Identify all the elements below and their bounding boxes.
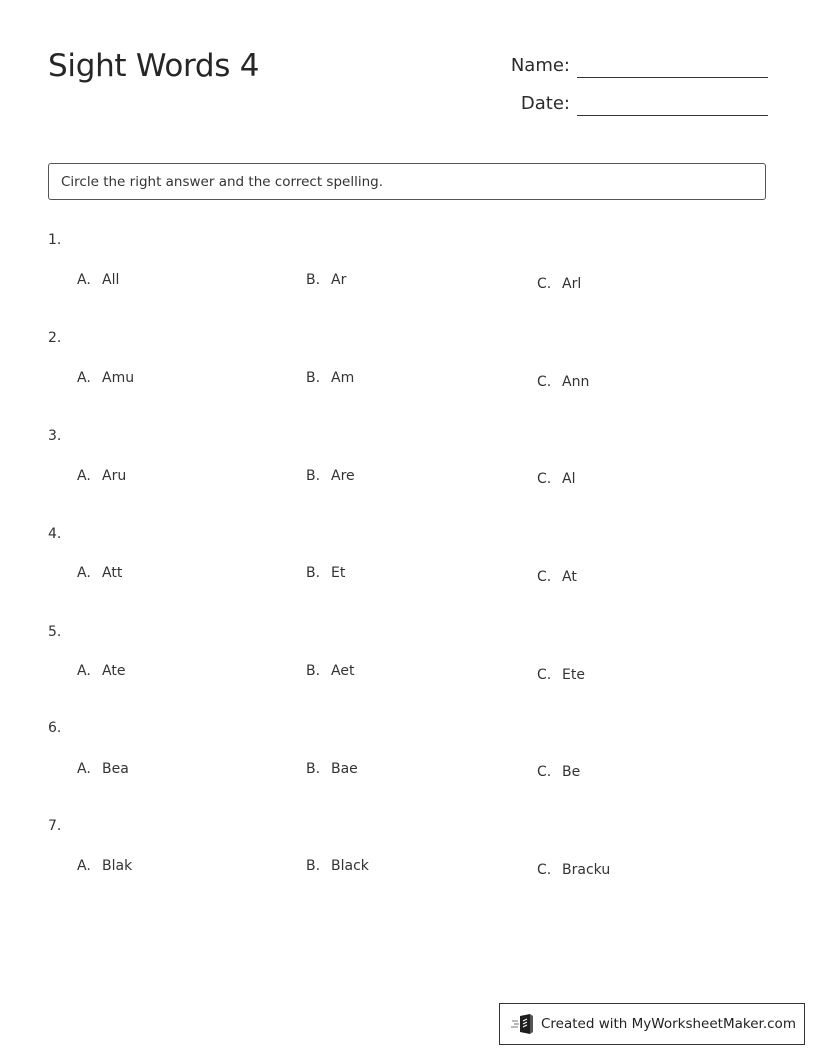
question-4 <box>48 526 768 606</box>
date-label: Date: <box>520 93 570 114</box>
option-a[interactable] <box>77 370 134 386</box>
option-a[interactable] <box>77 468 126 484</box>
date-input-line[interactable] <box>577 115 768 116</box>
option-text: Are <box>331 468 355 484</box>
option-letter: B. <box>306 272 321 288</box>
option-text: Be <box>562 764 581 780</box>
option-text: Black <box>331 858 369 874</box>
question-number: 1. <box>48 232 62 248</box>
option-letter: B. <box>306 858 321 874</box>
option-c[interactable] <box>537 667 585 683</box>
option-text: Bracku <box>562 862 611 878</box>
option-c[interactable] <box>537 862 610 878</box>
option-a[interactable] <box>77 761 129 777</box>
option-text: At <box>562 569 577 585</box>
option-text: All <box>102 272 120 288</box>
option-c[interactable] <box>537 569 577 585</box>
option-letter: C. <box>537 471 552 487</box>
option-text: Al <box>562 471 576 487</box>
question-5 <box>48 624 768 704</box>
page-title: Sight Words 4 <box>48 48 260 84</box>
option-c[interactable] <box>537 764 580 780</box>
option-text: Att <box>102 565 123 581</box>
option-text: Blak <box>102 858 133 874</box>
option-b[interactable] <box>306 761 358 777</box>
option-letter: A. <box>77 663 91 679</box>
option-b[interactable] <box>306 370 354 386</box>
option-letter: A. <box>77 468 91 484</box>
option-text: Am <box>331 370 355 386</box>
option-a[interactable] <box>77 663 125 679</box>
option-letter: B. <box>306 663 321 679</box>
option-text: Ate <box>102 663 126 679</box>
option-b[interactable] <box>306 565 345 581</box>
option-letter: A. <box>77 565 91 581</box>
option-c[interactable] <box>537 374 589 390</box>
option-text: Et <box>331 565 346 581</box>
name-label: Name: <box>510 55 570 76</box>
option-letter: B. <box>306 565 321 581</box>
question-number: 4. <box>48 526 62 542</box>
option-letter: A. <box>77 272 91 288</box>
option-text: Bea <box>102 761 129 777</box>
name-field[interactable] <box>500 48 768 78</box>
option-letter: C. <box>537 276 552 292</box>
option-a[interactable] <box>77 858 132 874</box>
option-text: Aet <box>331 663 355 679</box>
option-b[interactable] <box>306 272 346 288</box>
question-2 <box>48 330 768 410</box>
option-text: Ar <box>331 272 347 288</box>
option-a[interactable] <box>77 272 119 288</box>
date-field[interactable] <box>500 86 768 116</box>
option-letter: A. <box>77 761 91 777</box>
question-3 <box>48 428 768 508</box>
option-text: Ete <box>562 667 585 683</box>
option-b[interactable] <box>306 468 355 484</box>
question-number: 3. <box>48 428 62 444</box>
question-6 <box>48 720 768 800</box>
question-7 <box>48 818 768 898</box>
option-text: Ann <box>562 374 590 390</box>
option-a[interactable] <box>77 565 122 581</box>
option-letter: B. <box>306 761 321 777</box>
option-text: Aru <box>102 468 127 484</box>
question-number: 5. <box>48 624 62 640</box>
option-letter: A. <box>77 370 91 386</box>
option-letter: B. <box>306 468 321 484</box>
footer-badge[interactable] <box>499 1003 805 1045</box>
option-text: Amu <box>102 370 135 386</box>
option-letter: C. <box>537 569 552 585</box>
option-text: Arl <box>562 276 582 292</box>
question-number: 7. <box>48 818 62 834</box>
option-letter: C. <box>537 374 552 390</box>
question-number: 2. <box>48 330 62 346</box>
question-number: 6. <box>48 720 62 736</box>
instructions-text: Circle the right answer and the correct spelling. <box>61 174 383 190</box>
option-letter: B. <box>306 370 321 386</box>
option-c[interactable] <box>537 471 575 487</box>
name-input-line[interactable] <box>577 77 768 78</box>
question-1 <box>48 232 768 312</box>
worksheet-logo-icon <box>511 1013 537 1035</box>
option-letter: C. <box>537 667 552 683</box>
option-letter: C. <box>537 764 552 780</box>
option-c[interactable] <box>537 276 581 292</box>
footer-text: Created with MyWorksheetMaker.com <box>541 1016 796 1032</box>
option-text: Bae <box>331 761 358 777</box>
option-letter: A. <box>77 858 91 874</box>
instructions-box <box>48 163 766 200</box>
option-letter: C. <box>537 862 552 878</box>
option-b[interactable] <box>306 663 354 679</box>
option-b[interactable] <box>306 858 369 874</box>
